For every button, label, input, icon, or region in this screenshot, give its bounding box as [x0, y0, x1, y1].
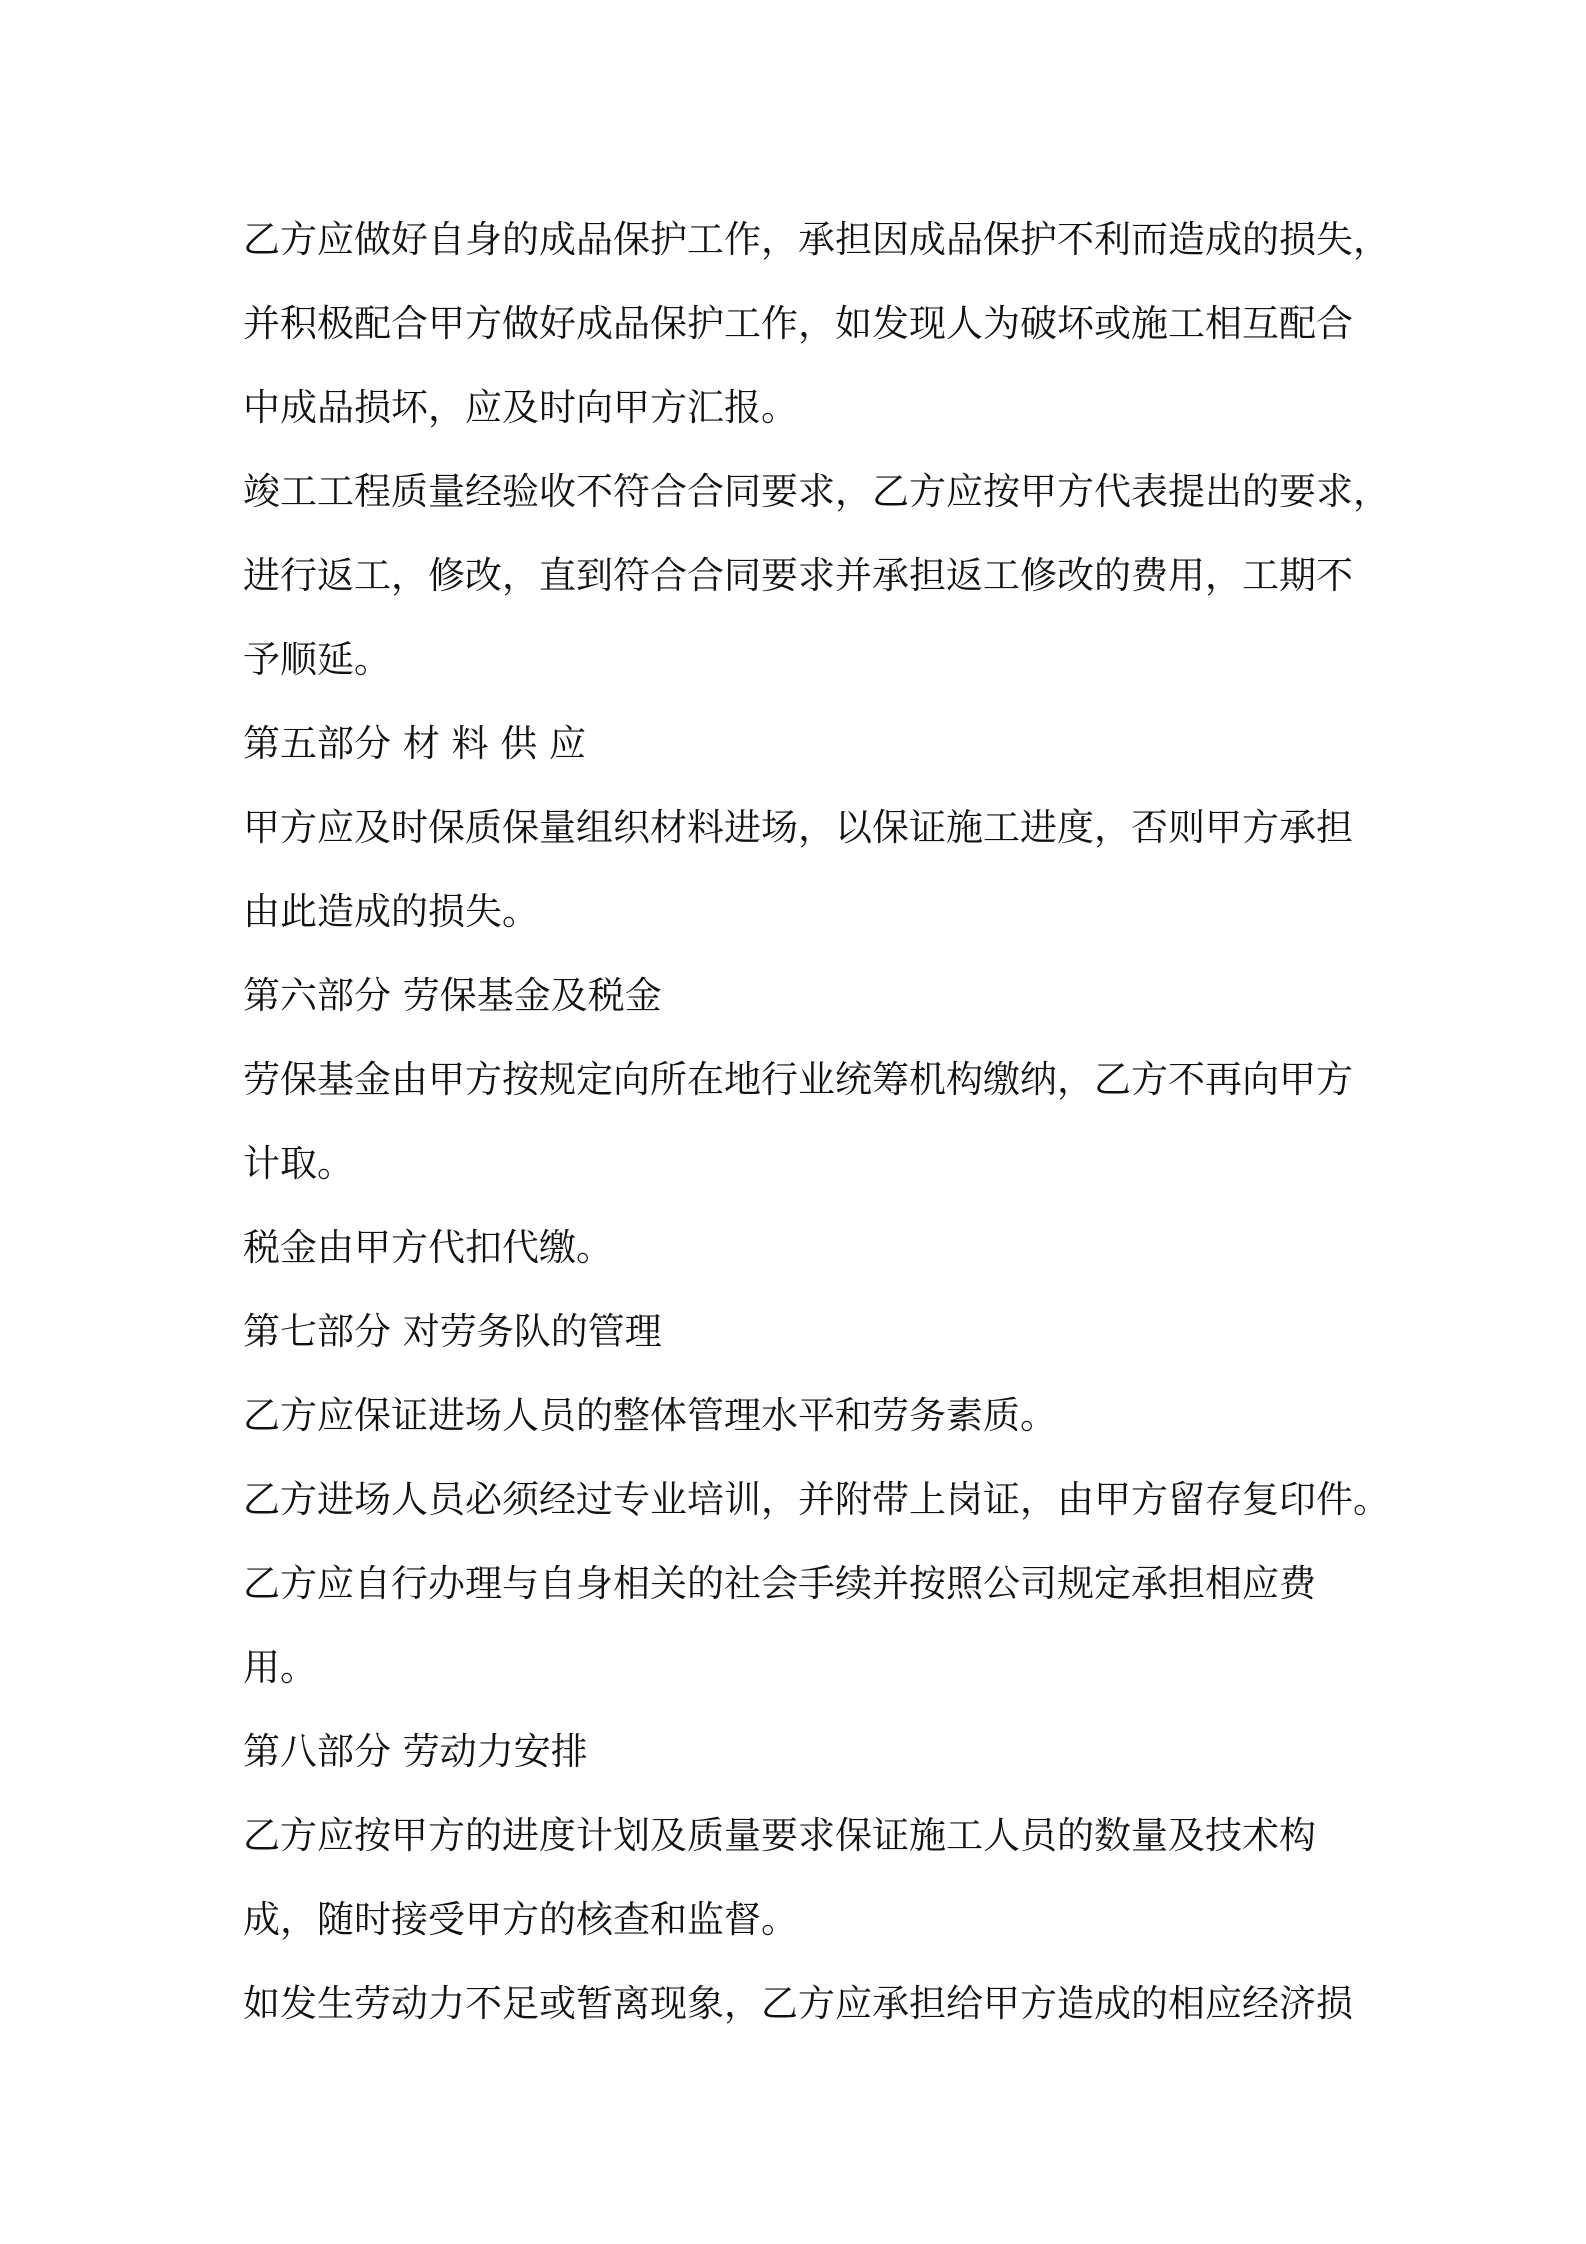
paragraph-line: 用。 [243, 1646, 317, 1689]
paragraph-line: 如发生劳动力不足或暂离现象，乙方应承担给甲方造成的相应经济损 [243, 1982, 1353, 2025]
section-heading-part6: 第六部分 劳保基金及税金 [243, 974, 662, 1017]
paragraph-line: 计取。 [243, 1142, 354, 1185]
paragraph-line: 乙方应按甲方的进度计划及质量要求保证施工人员的数量及技术构 [243, 1814, 1316, 1857]
paragraph-line: 由此造成的损失。 [243, 890, 539, 933]
paragraph-line: 税金由甲方代扣代缴。 [243, 1226, 613, 1269]
paragraph-line: 成，随时接受甲方的核查和监督。 [243, 1898, 798, 1941]
section-heading-part7: 第七部分 对劳务队的管理 [243, 1310, 662, 1353]
paragraph-line: 进行返工，修改，直到符合合同要求并承担返工修改的费用，工期不 [243, 554, 1353, 597]
paragraph-line: 乙方应保证进场人员的整体管理水平和劳务素质。 [243, 1394, 1057, 1437]
paragraph-line: 甲方应及时保质保量组织材料进场，以保证施工进度，否则甲方承担 [243, 806, 1353, 849]
paragraph-line: 乙方应做好自身的成品保护工作，承担因成品保护不利而造成的损失， [243, 218, 1390, 261]
paragraph-line: 乙方进场人员必须经过专业培训，并附带上岗证，由甲方留存复印件。 [243, 1478, 1390, 1521]
paragraph-line: 中成品损坏，应及时向甲方汇报。 [243, 386, 798, 429]
paragraph-line: 并积极配合甲方做好成品保护工作，如发现人为破坏或施工相互配合 [243, 302, 1353, 345]
section-heading-part5: 第五部分 材 料 供 应 [243, 722, 587, 765]
paragraph-line: 予顺延。 [243, 638, 391, 681]
section-heading-part8: 第八部分 劳动力安排 [243, 1730, 588, 1773]
paragraph-line: 竣工工程质量经验收不符合合同要求，乙方应按甲方代表提出的要求， [243, 470, 1390, 513]
document-body [243, 198, 1390, 2046]
paragraph-line: 乙方应自行办理与自身相关的社会手续并按照公司规定承担相应费 [243, 1562, 1316, 1605]
paragraph-line: 劳保基金由甲方按规定向所在地行业统筹机构缴纳，乙方不再向甲方 [243, 1058, 1353, 1101]
